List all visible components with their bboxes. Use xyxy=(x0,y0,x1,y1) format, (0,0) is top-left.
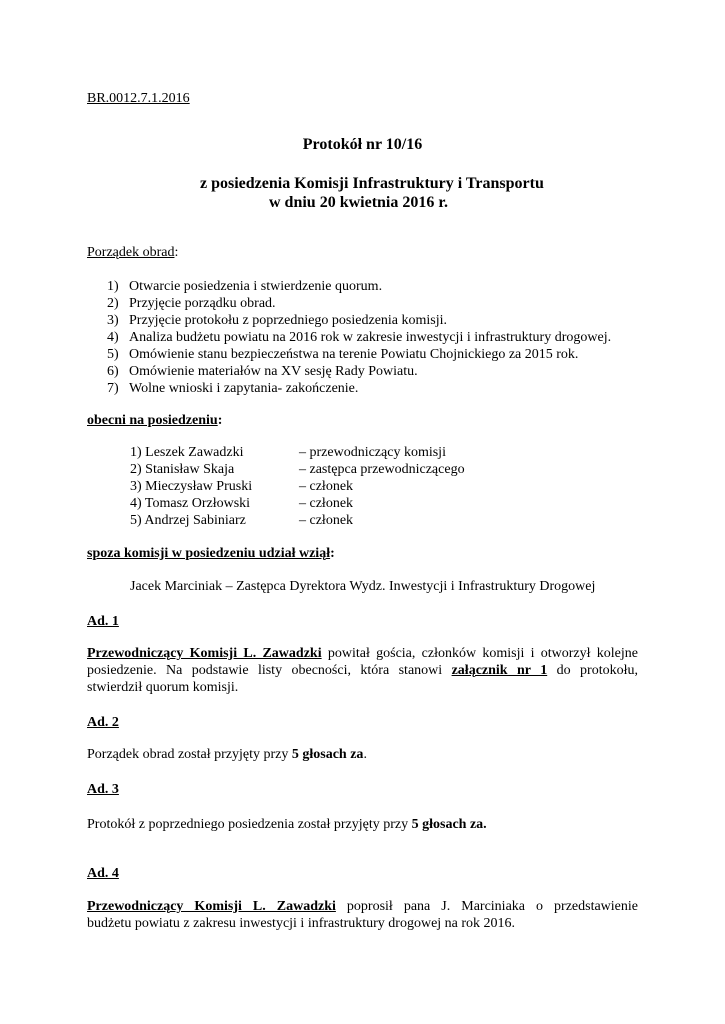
chair-name: Przewodniczący Komisji L. Zawadzki xyxy=(87,899,336,914)
agenda-item: 5) Omówienie stanu bezpieczeństwa na terenie Powiatu Chojnickiego za 2015 rok. xyxy=(107,347,579,362)
ad4-paragraph xyxy=(87,898,638,932)
votes-count: 5 głosach za xyxy=(291,747,364,762)
member-role: – członek xyxy=(299,513,354,528)
ad4-line1: Przewodniczący Komisji L. Zawadzki poprosił pana J. Marciniaka o przedstawienie xyxy=(87,899,638,914)
document-reference: BR.0012.7.1.2016 xyxy=(87,91,190,106)
agenda-heading: Porządek obrad: xyxy=(87,245,179,260)
agenda-item: 3) Przyjęcie protokołu z poprzedniego posiedzenia komisji. xyxy=(107,313,448,328)
section-heading-ad2: Ad. 2 xyxy=(87,715,119,730)
attachment-reference: załącznik nr 1 xyxy=(451,663,548,678)
ad4-line2: budżetu powiatu z zakresu inwestycji i infrastruktury drogowej na rok 2016. xyxy=(87,916,516,931)
ad1-line3: stwierdził quorum komisji. xyxy=(87,680,239,695)
attendees-heading: obecni na posiedzeniu: xyxy=(87,413,223,428)
member-name: 1) Leszek Zawadzki xyxy=(130,445,244,460)
member-name: 2) Stanisław Skaja xyxy=(130,462,235,477)
section-heading-ad4: Ad. 4 xyxy=(87,866,119,881)
agenda-item: 6) Omówienie materiałów na XV sesję Rady Powiatu. xyxy=(107,364,418,379)
chair-name: Przewodniczący Komisji L. Zawadzki xyxy=(87,646,322,661)
ad1-line2: posiedzenie. Na podstawie listy obecności, która stanowi załącznik nr 1 do protokołu, xyxy=(87,663,638,678)
agenda-item: 2) Przyjęcie porządku obrad. xyxy=(107,296,276,311)
votes-count: 5 głosach za. xyxy=(411,817,487,832)
section-heading-ad3: Ad. 3 xyxy=(87,782,119,797)
guest-entry: Jacek Marciniak – Zastępca Dyrektora Wydz. Inwestycji i Infrastruktury Drogowej xyxy=(130,579,596,594)
member-role: – zastępca przewodniczącego xyxy=(299,462,465,477)
ad1-line1: Przewodniczący Komisji L. Zawadzki powitał gościa, członków komisji i otworzył kolejne xyxy=(87,646,639,661)
page-subtitle-line1: z posiedzenia Komisji Infrastruktury i Transportu xyxy=(200,175,544,192)
member-name: 4) Tomasz Orzłowski xyxy=(130,496,251,511)
agenda-item: 7) Wolne wnioski i zapytania- zakończenie. xyxy=(107,381,359,396)
ad3-text: Protokół z poprzedniego posiedzenia został przyjęty przy 5 głosach za. xyxy=(87,817,487,832)
member-name: 3) Mieczysław Pruski xyxy=(130,479,253,494)
page-subtitle-line2: w dniu 20 kwietnia 2016 r. xyxy=(269,194,448,211)
ad2-text: Porządek obrad został przyjęty przy 5 głosach za. xyxy=(87,747,367,762)
agenda-item: 4) Analiza budżetu powiatu na 2016 rok w zakresie inwestycji i infrastruktury drogowej. xyxy=(107,330,612,345)
page-title: Protokół nr 10/16 xyxy=(302,136,423,153)
guests-heading: spoza komisji w posiedzeniu udział wziął: xyxy=(87,546,335,561)
member-name: 5) Andrzej Sabiniarz xyxy=(130,513,246,528)
member-role: – członek xyxy=(299,479,354,494)
ad1-paragraph xyxy=(87,645,638,696)
section-heading-ad1: Ad. 1 xyxy=(87,614,119,629)
agenda-item: 1) Otwarcie posiedzenia i stwierdzenie quorum. xyxy=(107,279,383,294)
member-role: – członek xyxy=(299,496,354,511)
member-role: – przewodniczący komisji xyxy=(299,445,446,460)
